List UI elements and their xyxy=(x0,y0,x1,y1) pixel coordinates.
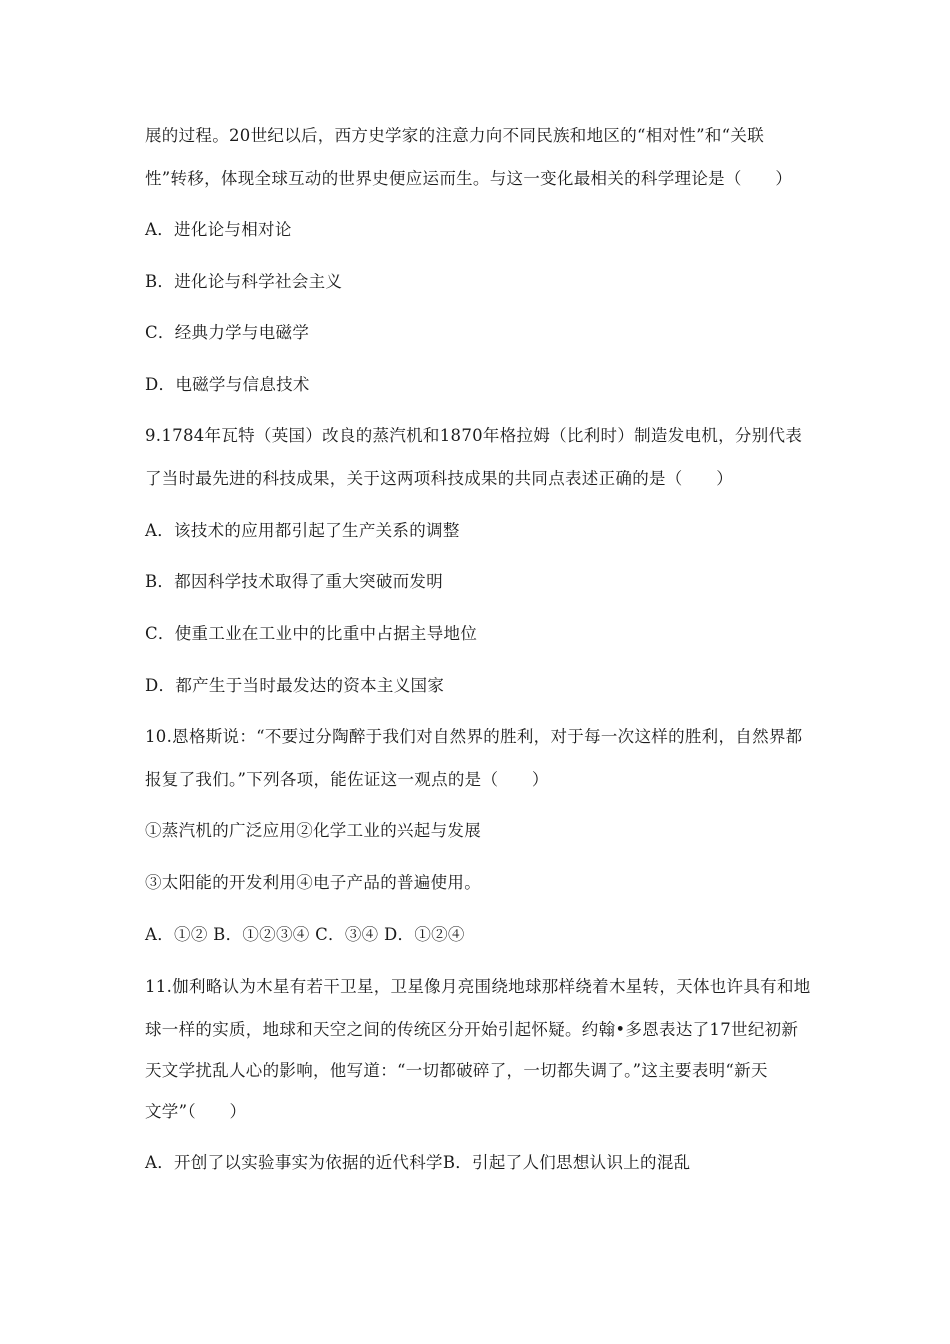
q9-stem-line-1: 9.1784年瓦特（英国）改良的蒸汽机和1870年格拉姆（比利时）制造发电机，分别代表 xyxy=(145,426,803,445)
q11-stem-line-2: 球一样的实质，地球和天空之间的传统区分开始引起怀疑。约翰•多恩表达了17世纪初新 xyxy=(145,1020,799,1039)
q9-option-a: A．该技术的应用都引起了生产关系的调整 xyxy=(145,521,460,540)
q8-option-c: C．经典力学与电磁学 xyxy=(145,323,310,342)
q11-options-ab: A．开创了以实验事实为依据的近代科学B．引起了人们思想认识上的混乱 xyxy=(145,1153,691,1172)
q10-stem-line-1: 10.恩格斯说：“不要过分陶醉于我们对自然界的胜利，对于每一次这样的胜利，自然界都 xyxy=(145,727,803,746)
q10-stem-line-2: 报复了我们。”下列各项，能佐证这一观点的是（ ） xyxy=(145,770,549,789)
q9-option-b: B．都因科学技术取得了重大突破而发明 xyxy=(145,572,444,591)
q10-options: A．①② B．①②③④ C．③④ D．①②④ xyxy=(145,925,465,944)
q8-option-d: D．电磁学与信息技术 xyxy=(145,375,310,394)
q11-stem-line-4: 文学”（ ） xyxy=(145,1102,247,1121)
q8-stem-line-1: 展的过程。20世纪以后，西方史学家的注意力向不同民族和地区的“相对性”和“关联 xyxy=(145,126,765,145)
q9-stem-line-2: 了当时最先进的科技成果，关于这两项科技成果的共同点表述正确的是（ ） xyxy=(145,469,733,488)
q10-item-line-1: ①蒸汽机的广泛应用②化学工业的兴起与发展 xyxy=(145,821,481,840)
q8-option-a: A．进化论与相对论 xyxy=(145,220,292,239)
q11-stem-line-1: 11.伽利略认为木星有若干卫星，卫星像月亮围绕地球那样绕着木星转，天体也许具有和地 xyxy=(145,977,811,996)
q10-item-line-2: ③太阳能的开发利用④电子产品的普遍使用。 xyxy=(145,873,481,892)
q8-stem-line-2: 性”转移，体现全球互动的世界史便应运而生。与这一变化最相关的科学理论是（ ） xyxy=(145,169,793,188)
q9-option-d: D．都产生于当时最发达的资本主义国家 xyxy=(145,676,445,695)
q9-option-c: C．使重工业在工业中的比重中占据主导地位 xyxy=(145,624,478,643)
q8-option-b: B．进化论与科学社会主义 xyxy=(145,272,343,291)
q11-stem-line-3: 天文学扰乱人心的影响，他写道：“一切都破碎了，一切都失调了。”这主要表明“新天 xyxy=(145,1061,768,1080)
